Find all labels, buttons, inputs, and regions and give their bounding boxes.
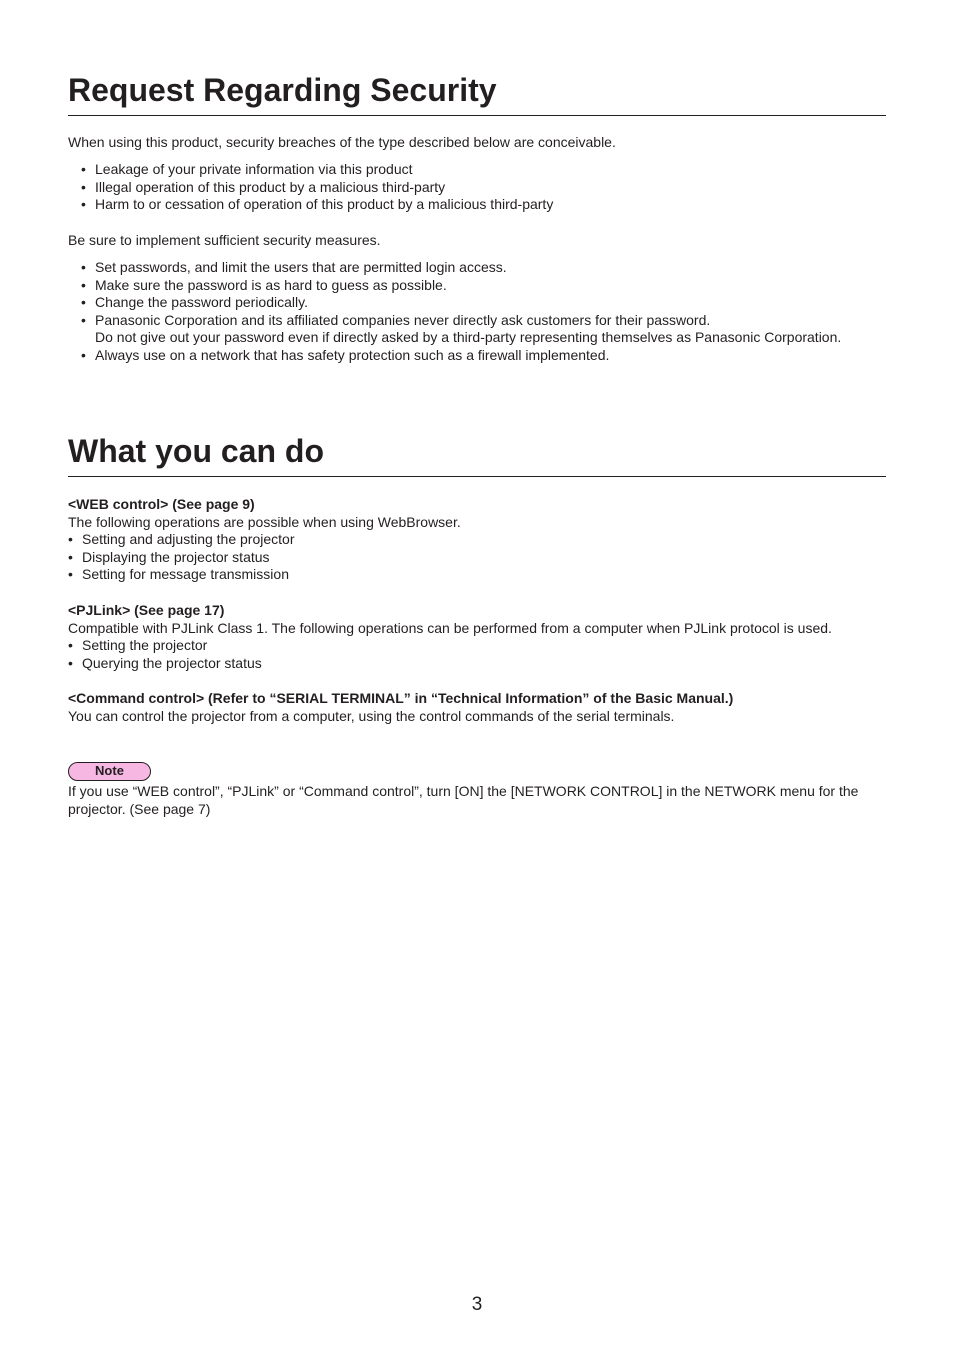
bullet-icon: • — [81, 346, 86, 363]
bullet-icon: • — [68, 637, 73, 654]
security-title: Request Regarding Security — [68, 71, 886, 116]
list-item: • Displaying the projector status — [68, 548, 270, 565]
note-text: If you use “WEB control”, “PJLink” or “Command control”, turn [ON] the [NETWORK CONTROL] in the NETWORK menu for the projector. (See page 7) — [68, 783, 859, 817]
bullet-icon: • — [68, 548, 73, 565]
list-item: • Change the password periodically. — [81, 294, 308, 311]
web-control-text: The following operations are possible when using WebBrowser. — [68, 513, 461, 530]
bullet-icon: • — [68, 531, 73, 548]
list-item: • Setting the projector — [68, 637, 208, 654]
list-item: • Leakage of your private information via this product — [81, 161, 413, 177]
what-section — [68, 432, 886, 477]
bullet-icon: • — [81, 276, 86, 293]
measures-intro-block — [68, 232, 886, 250]
command-control-text: You can control the projector from a computer, using the control commands of the serial terminals. — [68, 707, 675, 724]
bullet-icon: • — [81, 161, 86, 177]
pjlink-list — [68, 637, 886, 672]
note-badge: Note — [68, 762, 151, 781]
web-control-list — [68, 531, 886, 584]
breach-list-block — [68, 161, 886, 214]
breach-list — [68, 161, 886, 214]
measures-intro: Be sure to implement sufficient security measures. — [68, 232, 381, 248]
security-section — [68, 71, 886, 116]
list-item: • Illegal operation of this product by a malicious third-party — [81, 178, 446, 195]
security-intro: When using this product, security breaches of the type described below are conceivable. — [68, 134, 616, 150]
measures-list-block — [68, 259, 886, 365]
pjlink-heading: <PJLink> (See page 17) — [68, 602, 225, 618]
list-item: • Querying the projector status — [68, 654, 262, 671]
list-item: • Setting for message transmission — [68, 566, 289, 583]
what-title: What you can do — [68, 432, 886, 477]
pjlink-text: Compatible with PJLink Class 1. The following operations can be performed from a computer when PJLink protocol is used. — [68, 619, 832, 636]
bullet-icon: • — [81, 196, 86, 213]
command-control-heading: <Command control> (Refer to “SERIAL TERMINAL” in “Technical Information” of the Basic Manual.) — [68, 690, 734, 706]
command-control-block — [68, 690, 886, 725]
list-item: • Always use on a network that has safety protection such as a firewall implemented. — [81, 346, 610, 363]
bullet-icon: • — [81, 294, 86, 311]
bullet-icon: • — [81, 311, 86, 328]
security-intro-block — [68, 134, 886, 152]
page-number: 3 — [471, 1294, 483, 1315]
measures-list — [68, 259, 886, 365]
pjlink-block — [68, 602, 886, 672]
bullet-icon: • — [81, 259, 86, 275]
bullet-icon: • — [68, 566, 73, 583]
bullet-icon: • — [68, 654, 73, 671]
web-control-block — [68, 496, 886, 584]
list-item: • Make sure the password is as hard to guess as possible. — [81, 276, 447, 293]
note-block — [68, 762, 886, 818]
list-item: • Panasonic Corporation and its affiliated companies never directly ask customers for their password. Do not give out your password even if directly asked by a third-party representing themselves as Panasonic Corporation. — [81, 311, 842, 346]
list-item: • Setting and adjusting the projector — [68, 531, 295, 548]
bullet-icon: • — [81, 178, 86, 195]
list-item: • Harm to or cessation of operation of this product by a malicious third-party — [81, 196, 554, 213]
measures-continuation: Do not give out your password even if directly asked by a third-party representing themselves as Panasonic Corporation. — [95, 329, 842, 346]
web-control-heading: <WEB control> (See page 9) — [68, 496, 255, 512]
list-item: • Set passwords, and limit the users that are permitted login access. — [81, 259, 507, 275]
